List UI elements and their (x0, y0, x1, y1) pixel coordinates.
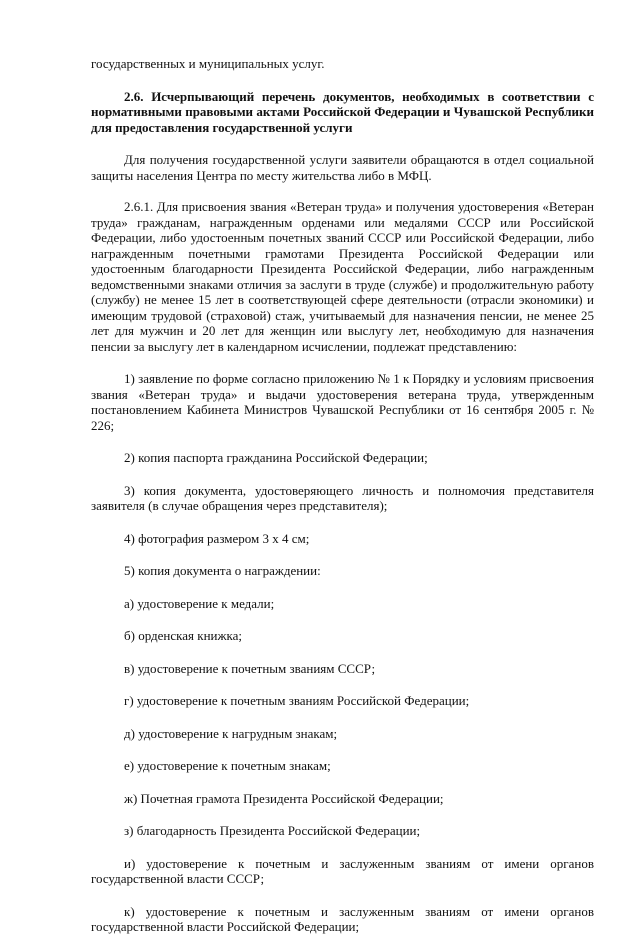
list-item: и) удостоверение к почетным и заслуженным званиям от имени органов государственной власти СССР; (91, 855, 594, 886)
list-item: з) благодарность Президента Российской Федерации; (124, 823, 421, 838)
list-item: 5) копия документа о награждении: (124, 563, 321, 578)
list-item: 2) копия паспорта гражданина Российской Федерации; (124, 450, 428, 465)
list-item: к) удостоверение к почетным и заслуженным званиям от имени органов государственной власти Российской Федерации; (91, 903, 594, 934)
list-item: 4) фотография размером 3 х 4 см; (124, 530, 310, 546)
paragraph-applicants: Для получения государственной услуги заявители обращаются в отдел социальной защиты населения Центра по месту жительства либо в МФЦ. (91, 152, 594, 183)
list-item: г) удостоверение к почетным званиям Российской Федерации; (124, 693, 470, 708)
list-item: е) удостоверение к почетным знакам; (124, 758, 331, 773)
list-item: 3) копия документа, удостоверяющего личность и полномочия представителя заявителя (в случае обращения через представителя); (91, 482, 594, 513)
intro-line: государственных и муниципальных услуг. (91, 56, 325, 71)
list-item: а) удостоверение к медали; (124, 595, 275, 611)
paragraph-2-6-1: 2.6.1. Для присвоения звания «Ветеран труда» и получения удостоверения «Ветеран труда» гражданам, награжденным орденами или медалями СССР или Российской Федерации, либо удостоенным почетных званий СССР или Российской Федерации, либо награжденным почетными грамотами Президента Российской Федерации или удостоенным благодарности Президента Российской Федерации, либо награжденным ведомственными знаками отличия за заслуги в труде (службе) и продолжительную работу (службу) не менее 15 лет в соответствующей сфере деятельности (отрасли экономики) и имеющим трудовой (страховой) стаж, учитываемый для назначения пенсии, не менее 25 лет для мужчин и 20 лет для женщин или выслугу лет, необходимую для назначения пенсии за выслугу лет в календарном исчислении, подлежат представлению: (91, 199, 594, 354)
document-page (91, 56, 594, 935)
list-item: д) удостоверение к нагрудным знакам; (124, 725, 338, 741)
list-item: в) удостоверение к почетным званиям СССР; (124, 660, 376, 676)
list-item: ж) Почетная грамота Президента Российской Федерации; (124, 790, 444, 806)
section-heading: 2.6. Исчерпывающий перечень документов, необходимых в соответствии с нормативными правовыми актами Российской Федерации и Чувашской Республики для предоставления государственной услуги (91, 88, 594, 135)
list-item: 1) заявление по форме согласно приложению № 1 к Порядку и условиям присвоения звания «Ветеран труда» и выдачи удостоверения ветерана труда, утвержденным постановлением Кабинета Министров Чувашской Республики от 16 сентября 2005 г. № 226; (91, 371, 594, 433)
list-item: б) орденская книжка; (124, 628, 242, 643)
